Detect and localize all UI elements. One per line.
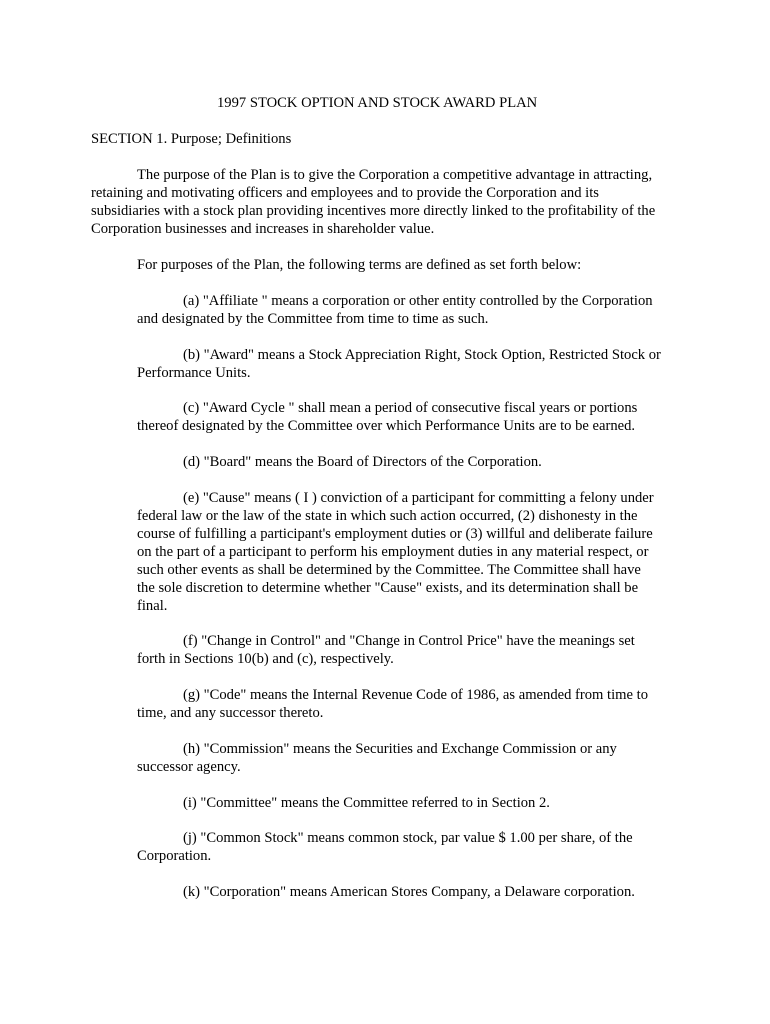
definition-e-line-4: on the part of a participant to perform his employment duties in any material respect, or (137, 544, 649, 560)
definition-g-line-2: time, and any successor thereto. (137, 705, 324, 721)
definition-c-line-2: thereof designated by the Committee over which Performance Units are to be earned. (137, 418, 636, 434)
definition-e-line-3: course of fulfilling a participant's employment duties or (3) willful and deliberate failure (137, 526, 653, 542)
definition-c-line-1: (c) "Award Cycle " shall mean a period of consecutive fiscal years or portions (183, 400, 638, 416)
definition-b-line-2: Performance Units. (137, 365, 251, 381)
document-title: 1997 STOCK OPTION AND STOCK AWARD PLAN (217, 95, 538, 111)
purpose-line-2: retaining and motivating officers and employees and to provide the Corporation and its (91, 185, 599, 201)
definition-j-line-2: Corporation. (137, 848, 212, 864)
definition-a-line-1: (a) "Affiliate " means a corporation or other entity controlled by the Corporation (183, 293, 653, 309)
definition-e-line-2: federal law or the law of the state in which such action occurred, (2) dishonesty in the (137, 508, 638, 524)
definition-a-line-2: and designated by the Committee from time to time as such. (137, 311, 489, 327)
section-heading: SECTION 1. Purpose; Definitions (91, 131, 292, 147)
definition-j-line-1: (j) "Common Stock" means common stock, par value $ 1.00 per share, of the (183, 830, 633, 846)
purpose-line-4: Corporation businesses and increases in shareholder value. (91, 221, 435, 237)
definition-h-line-2: successor agency. (137, 759, 241, 775)
definition-g-line-1: (g) "Code" means the Internal Revenue Code of 1986, as amended from time to (183, 687, 648, 703)
definition-d-line-1: (d) "Board" means the Board of Directors of the Corporation. (183, 454, 542, 470)
definition-h-line-1: (h) "Commission" means the Securities and Exchange Commission or any (183, 741, 617, 757)
definition-e-line-6: the sole discretion to determine whether "Cause" exists, and its determination shall be (137, 580, 639, 596)
definition-b-line-1: (b) "Award" means a Stock Appreciation Right, Stock Option, Restricted Stock or (183, 347, 661, 363)
definition-i-line-1: (i) "Committee" means the Committee referred to in Section 2. (183, 795, 550, 811)
definition-f-line-2: forth in Sections 10(b) and (c), respectively. (137, 651, 394, 667)
definition-k-line-1: (k) "Corporation" means American Stores Company, a Delaware corporation. (183, 884, 635, 900)
definitions-intro: For purposes of the Plan, the following terms are defined as set forth below: (137, 257, 582, 273)
definition-e-line-1: (e) "Cause" means ( I ) conviction of a participant for committing a felony under (183, 490, 654, 506)
definition-e-line-7: final. (137, 598, 168, 614)
definition-f-line-1: (f) "Change in Control" and "Change in Control Price" have the meanings set (183, 633, 635, 649)
definition-e-line-5: such other events as shall be determined by the Committee. The Committee shall have (137, 562, 641, 578)
purpose-line-1: The purpose of the Plan is to give the Corporation a competitive advantage in attracting, (137, 167, 653, 183)
purpose-line-3: subsidiaries with a stock plan providing incentives more directly linked to the profitability of the (91, 203, 656, 219)
